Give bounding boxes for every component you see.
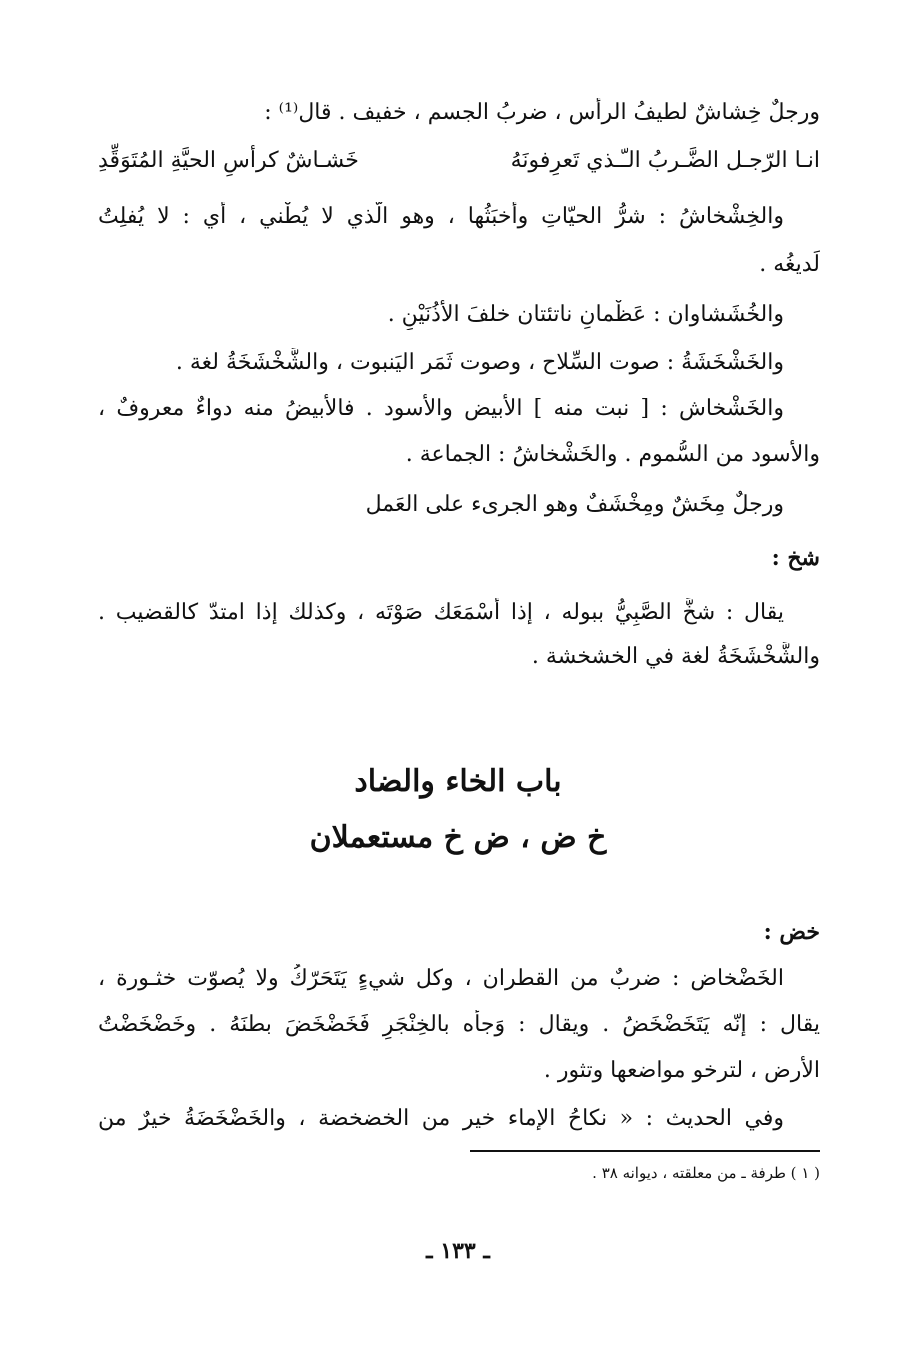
text-line: والخِشْخاشُ : شرُّ الحيّاتِ وأخبَثُها ، وهو الّذي لا يُطْني ، أي : لا يُفلِتُ — [98, 204, 785, 229]
text-line: والخَشْخاش : [ نبت منه ] الأبيض والأسود . فالأبيضُ منه دواءٌ معروفٌ ، — [98, 396, 784, 421]
footnote: ( ١ ) طرفة ـ من معلقته ، ديوانه ٣٨ . — [592, 1164, 820, 1182]
entry-heading: شخ : — [771, 545, 820, 571]
text-line: والخُشَشاوان : عَظْمانِ ناتئتان خلفَ الأذُنَيْنِ . — [387, 302, 784, 327]
text-line: وفي الحديث : « نكاحُ الإماء خير من الخضخضة ، والخَضْخَضَةُ خيرٌ من — [98, 1106, 784, 1131]
entry-heading: خض : — [763, 919, 820, 945]
verse-hemistich-second: خَشـاشٌ كرأسِ الحيَّةِ المُتَوَقِّدِ — [98, 148, 359, 173]
chapter-title: باب الخاء والضاد — [354, 764, 562, 799]
text-line: والخَشْخَشَةُ : صوت السِّلاح ، وصوت ثَمَر اليَنبوت ، والشَّخْشَخَةُ لغة . — [175, 350, 784, 375]
text-line: يقال : إنّه يَتَخَضْخَضُ . ويقال : وَجأه بالخِنْجَرِ فَخَضْخَضَ بطنَهُ . وخَضْخَضْتُ — [98, 1012, 820, 1037]
text-line: يقال : شخَّ الصَّبِيُّ ببوله ، إذا أسْمَعَك صَوْتَه ، وكذلك إذا امتدّ كالقضيب . — [98, 600, 784, 625]
text-line: الأرض ، لترخو مواضعها وتثور . — [543, 1058, 820, 1083]
text-line: والأسود من السُّموم . والخَشْخاشُ : الجماعة . — [405, 442, 820, 467]
page-number: ـ ١٣٣ ـ — [426, 1238, 490, 1264]
text-line: لَديغُه . — [759, 252, 820, 277]
chapter-subtitle: خ ض ، ض خ مستعملان — [309, 820, 607, 855]
verse-line — [98, 146, 820, 176]
verse-hemistich-first: انـا الرّجـل الضَّـربُ الـّـذي تَعرِفونَهُ — [510, 148, 820, 173]
text-line: ورجلٌ مِخَشٌ ومِخْشَفٌ وهو الجرىء على العَمل — [365, 492, 784, 517]
text-line: والشَّخْشَخَةُ لغة في الخشخشة . — [531, 644, 820, 669]
footnote-separator — [470, 1150, 820, 1152]
text-line: الخَضْخاض : ضربٌ من القطران ، وكل شيءٍ يَتَحَرّكُ ولا يُصوّت خثـورة ، — [98, 966, 784, 991]
text-line: ورجلٌ خِشاشٌ لطيفُ الرأس ، ضربُ الجسم ، خفيف . قال⁽¹⁾ : — [264, 100, 820, 125]
